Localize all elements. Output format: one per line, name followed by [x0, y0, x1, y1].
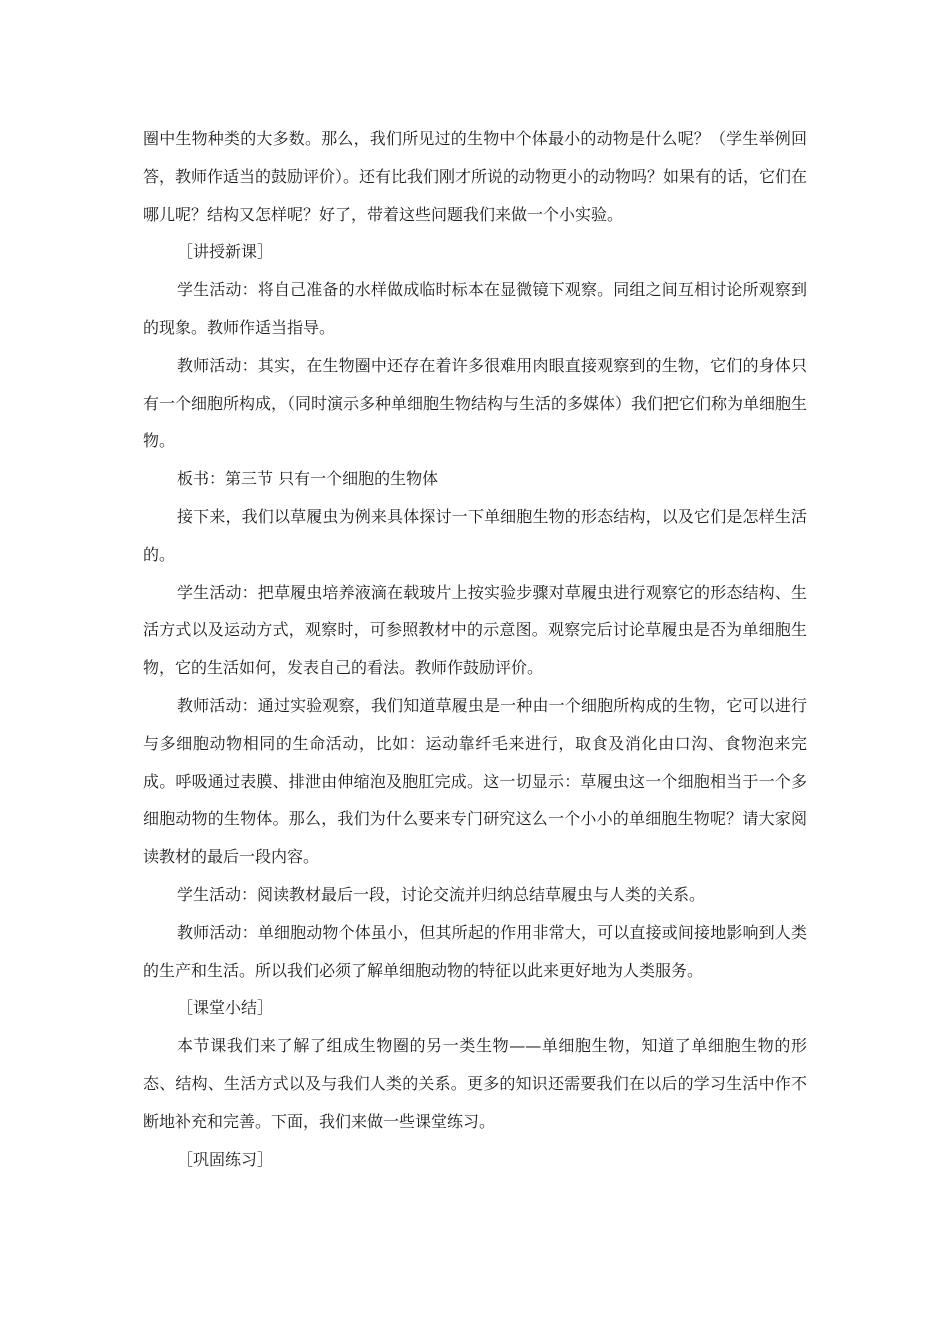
document-body — [143, 120, 807, 1178]
paragraph-student-activity-3: 学生活动：阅读教材最后一段，讨论交流并归纳总结草履虫与人类的关系。 — [177, 884, 706, 904]
section-heading-new-lesson: ［讲授新课］ — [177, 242, 274, 262]
paragraph-student-activity-1: 学生活动：将自己准备的水样做成临时标本在显微镜下观察。同组之间互相讨论所观察到的现象。教师作适当指导。 — [143, 280, 807, 337]
paragraph-next-topic: 接下来，我们以草履虫为例来具体探讨一下单细胞生物的形态结构，以及它们是怎样生活的。 — [143, 506, 807, 564]
paragraph-intro: 圈中生物种类的大多数。那么，我们所见过的生物中个体最小的动物是什么呢？（学生举例回答，教师作适当的鼓励评价）。还有比我们刚才所说的动物更小的动物吗？如果有的话，它们在哪儿呢？结构又怎样呢？好了，带着这些问题我们来做一个小实验。 — [143, 129, 808, 224]
paragraph-teacher-activity-1: 教师活动：其实，在生物圈中还存在着许多很难用肉眼直接观察到的生物，它们的身体只有一个细胞所构成，（同时演示多种单细胞生物结构与生活的多媒体）我们把它们称为单细胞生物。 — [143, 355, 808, 451]
paragraph-teacher-activity-3: 教师活动：单细胞动物个体虽小，但其所起的作用非常大，可以直接或间接地影响到人类的生产和生活。所以我们必须了解单细胞动物的特征以此来更好地为人类服务。 — [143, 922, 807, 980]
section-heading-summary: ［课堂小结］ — [177, 998, 274, 1018]
section-heading-practice: ［巩固练习］ — [177, 1149, 274, 1169]
paragraph-board-writing: 板书：第三节 只有一个细胞的生物体 — [177, 469, 439, 489]
paragraph-summary: 本节课我们来了解了组成生物圈的另一类生物——单细胞生物，知道了单细胞生物的形态、结构、生活方式以及与我们人类的关系。更多的知识还需要我们在以后的学习生活中作不断地补充和完善。下面，我们来做一些课堂练习。 — [143, 1036, 807, 1131]
paragraph-teacher-activity-2: 教师活动：通过实验观察，我们知道草履虫是一种由一个细胞所构成的生物，它可以进行与多细胞动物相同的生命活动，比如：运动靠纤毛来进行，取食及消化由口沟、食物泡来完成。呼吸通过表膜、排泄由伸缩泡及胞肛完成。这一切显示：草履虫这一个细胞相当于一个多细胞动物的生物体。那么，我们为什么要来专门研究这么一个小小的单细胞生物呢？请大家阅读教材的最后一段内容。 — [143, 695, 807, 867]
paragraph-student-activity-2: 学生活动：把草履虫培养液滴在载玻片上按实验步骤对草履虫进行观察它的形态结构、生活方式以及运动方式，观察时，可参照教材中的示意图。观察完后讨论草履虫是否为单细胞生物，它的生活如何，发表自己的看法。教师作鼓励评价。 — [143, 582, 807, 678]
